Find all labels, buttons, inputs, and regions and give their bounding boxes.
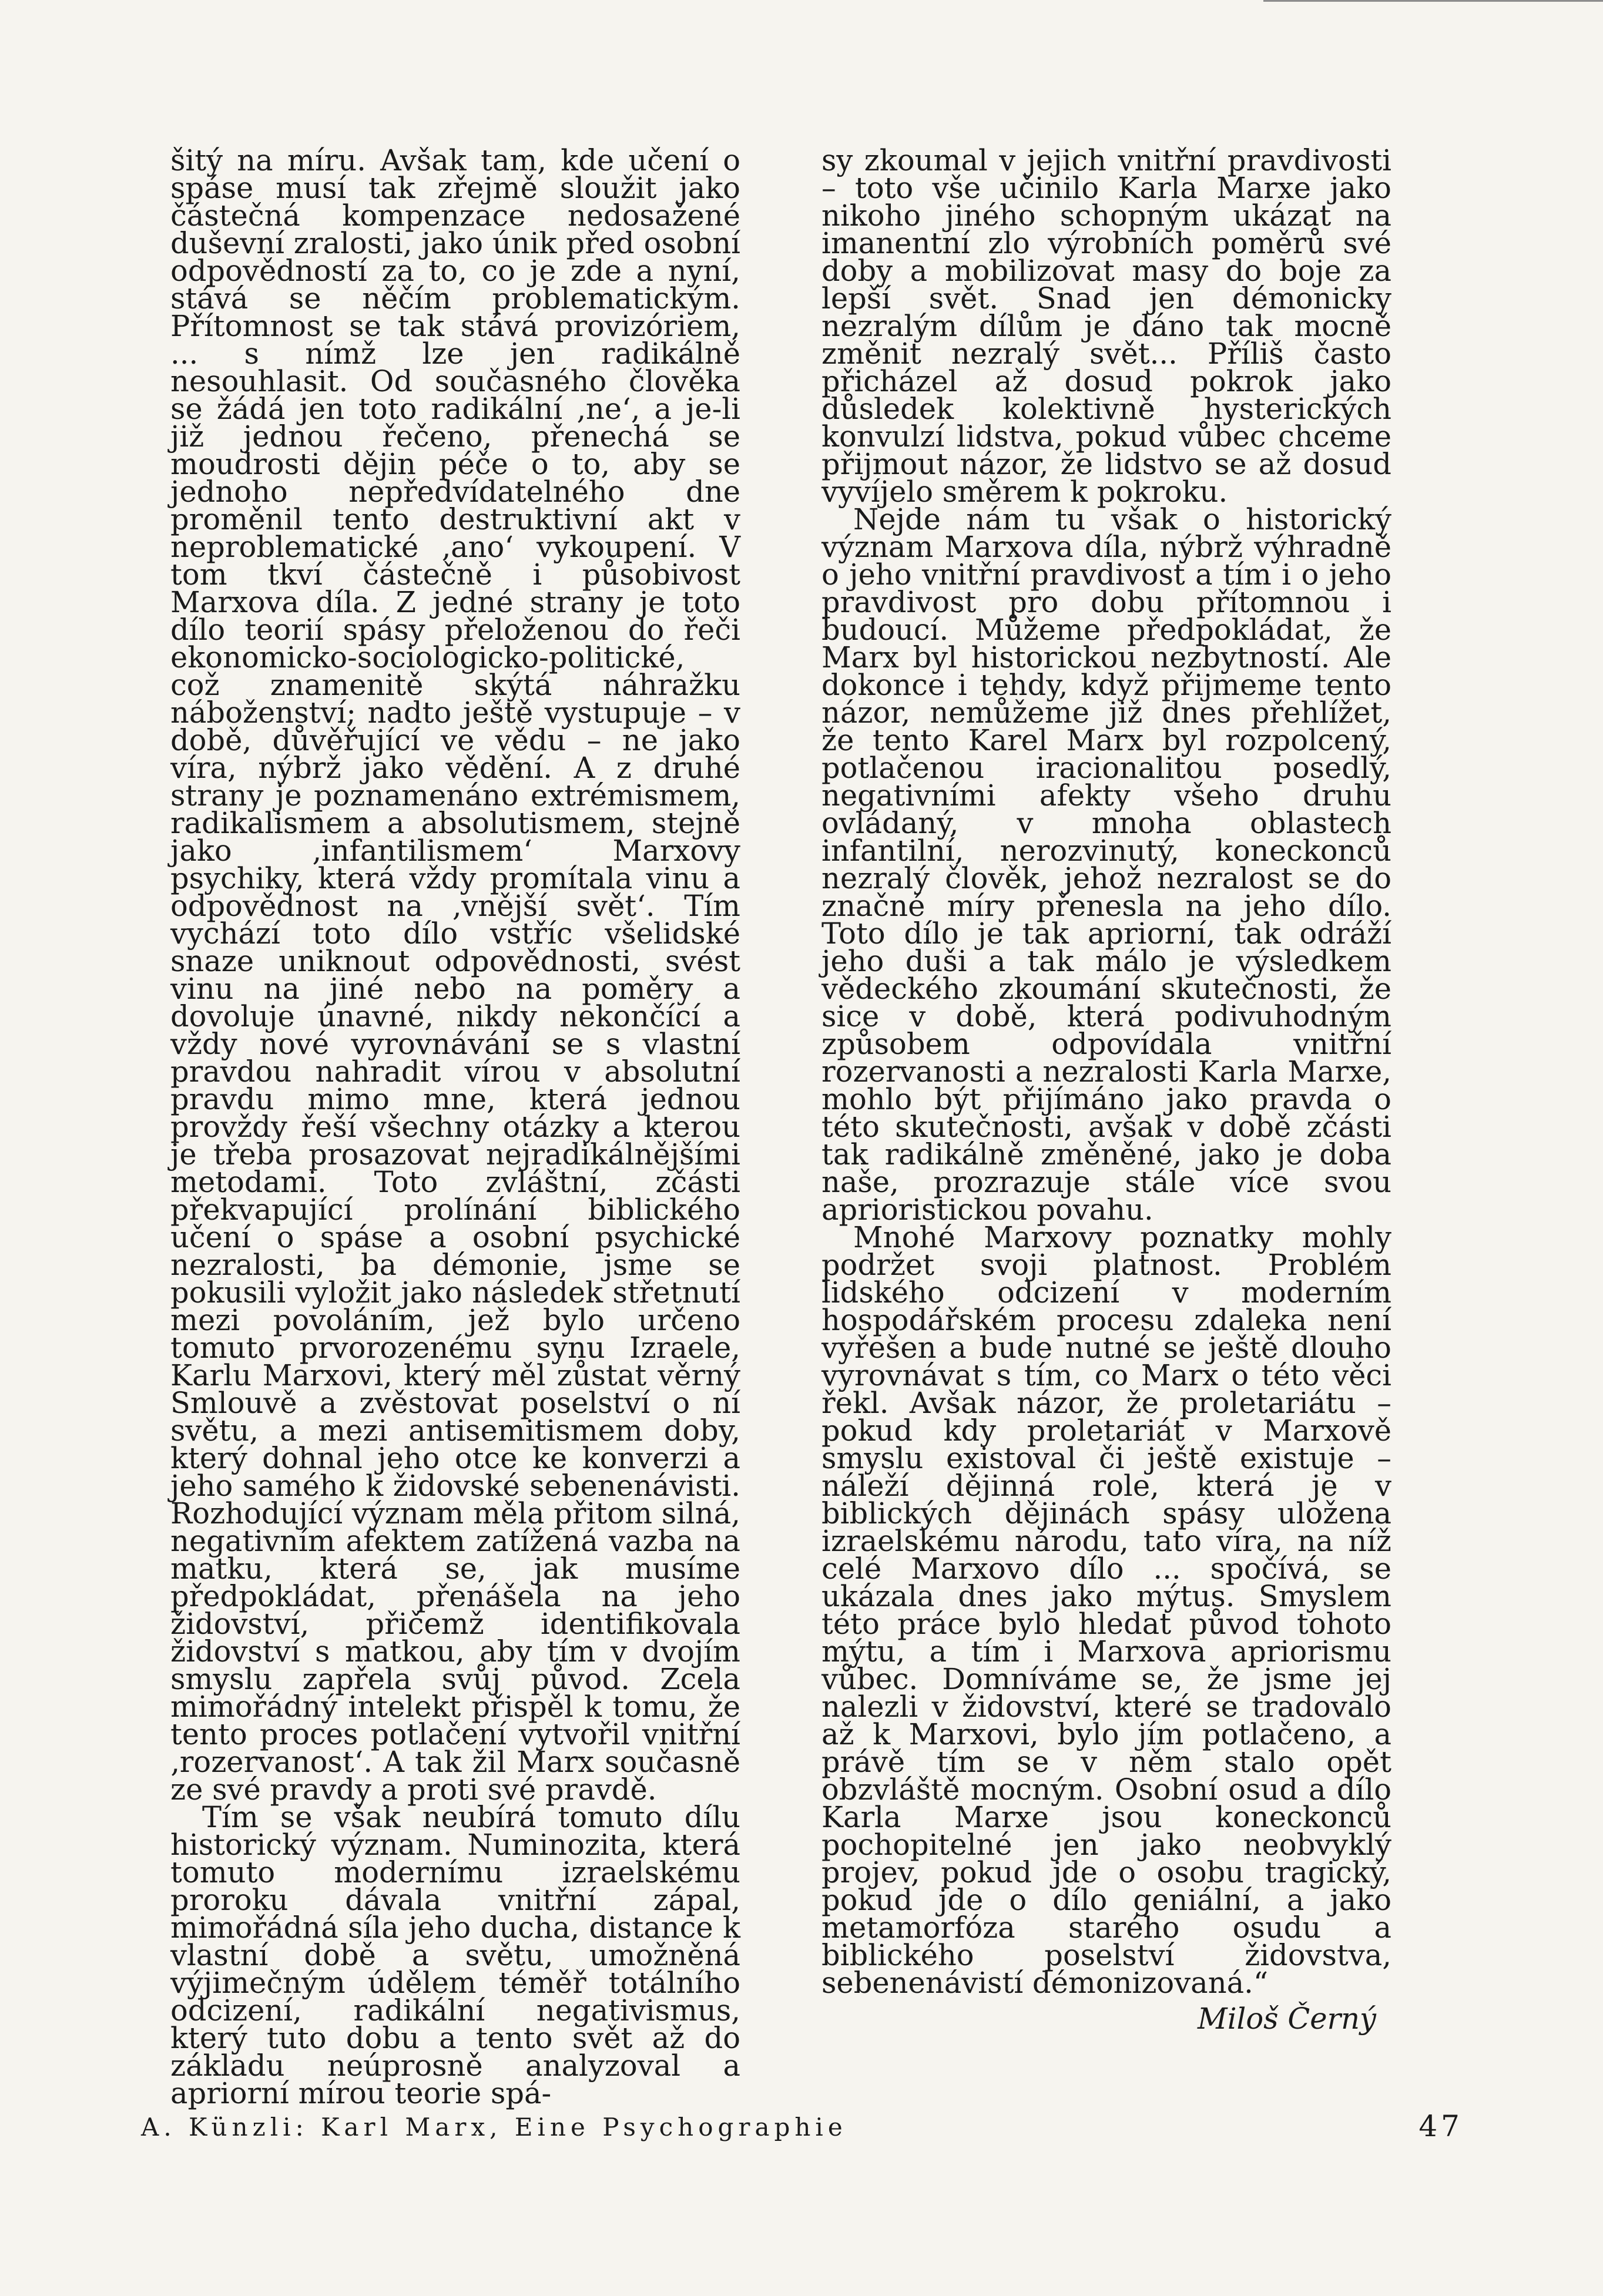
page-footer (141, 2109, 1463, 2154)
left-text-column (170, 143, 740, 2110)
right-paragraph-2: Nejde nám tu však o historický význam Marxova díla, nýbrž výhradně o jeho vnitřní pravdivost a tím i o jeho pravdivost pro dobu přítomnou i budoucí. Můžeme předpokládat, že Marx byl historickou nezbytností. Ale dokonce i tehdy, když přijmeme tento názor, nemůžeme již dnes přehlížet, že tento Karel Marx byl rozpolcený, potlačenou iracionalitou posedlý, negativními afekty všeho druhu ovládaný, v mnoha oblastech infantilní, nerozvinutý, koneckonců nezralý člověk, jehož nezralost se do značné míry přenesla na jeho dílo. Toto dílo je tak apriorní, tak odráží jeho duši a tak málo je výsledkem vědeckého zkoumání skutečnosti, že sice v době, která podivuhodným způsobem odpovídala vnitřní rozervanosti a nezralosti Karla Marxe, mohlo být přijímáno jako pravda o této skutečnosti, avšak v době zčásti tak radikálně změněné, jako je doba naše, prozrazuje stále více svou aprioristickou povahu. (821, 502, 1391, 1227)
left-paragraph-1: šitý na míru. Avšak tam, kde učení o spáse musí tak zřejmě sloužit jako částečná kompenzace nedosažené duševní zralosti, jako únik před osobní odpovědností za to, co je zde a nyní, stává se něčím problematickým. Přítomnost se tak stává provizóriem, ... s nímž lze jen radikálně nesouhlasit. Od současného člověka se žádá jen toto radikální ‚ne‘, a je-li již jednou řečeno, přenechá se moudrosti dějin péče o to, aby se jednoho nepředvídatelného dne proměnil tento destruktivní akt v neproblematické ‚ano‘ vykoupení. V tom tkví částečně i působivost Marxova díla. Z jedné strany je toto dílo teorií spásy přeloženou do řeči ekonomicko-sociologicko-politické, což znamenitě skýtá náhražku náboženství; nadto ještě vystupuje – v době, důvěřující ve vědu – ne jako víra, nýbrž jako vědění. A z druhé strany je poznamenáno extrémismem, radikalismem a absolutismem, stejně jako ‚infantilismem‘ Marxovy psychiky, která vždy promítala vinu a odpovědnost na ‚vnější svět‘. Tím vychází toto dílo vstříc všelidské snaze uniknout odpovědnosti, svést vinu na jiné nebo na poměry a dovoluje únavné, nikdy nekončící a vždy nové vyrovnávání se s vlastní pravdou nahradit vírou v absolutní pravdu mimo mne, která jednou provždy řeší všechny otázky a kterou je třeba prosazovat nejradikálnějšími metodami. Toto zvláštní, zčásti překvapující prolínání biblického učení o spáse a osobní psychické nezralosti, ba démonie, jsme se pokusili vyložit jako následek střetnutí mezi povoláním, jež bylo určeno tomuto prvorozenému synu Izraele, Karlu Marxovi, který měl zůstat věrný Smlouvě a zvěstovat poselství o ní světu, a mezi antisemitismem doby, který dohnal jeho otce ke konverzi a jeho samého k židovské sebenenávisti. Rozhodující význam měla přitom silná, negativním afektem zatížená vazba na matku, která se, jak musíme předpokládat, přenášela na jeho židovství, přičemž identifikovala židovství s matkou, aby tím v dvojím smyslu zapřela svůj původ. Zcela mimořádný intelekt přispěl k tomu, že tento proces potlačení vytvořil vnitřní ‚rozervanost‘. A tak žil Marx současně ze své pravdy a proti své pravdě. (170, 143, 740, 1807)
top-edge-rule (1263, 0, 1603, 2)
author-signature: Miloš Černý (1198, 2002, 1376, 2036)
left-paragraph-2: Tím se však neubírá tomuto dílu historický význam. Numinozita, která tomuto modernímu izraelskému proroku dávala vnitřní zápal, mimořádná síla jeho ducha, distance k vlastní době a světu, umožněná výjimečným údělem téměř totálního odcizení, radikální negativismus, který tuto dobu a tento svět až do základu neúprosně analyzoval a apriorní mírou teorie spá- (170, 1800, 740, 2110)
right-paragraph-1: sy zkoumal v jejich vnitřní pravdivosti – toto vše učinilo Karla Marxe jako nikoho jiného schopným ukázat na imanentní zlo výrobních poměrů své doby a mobilizovat masy do boje za lepší svět. Snad jen démonicky nezralým dílům je dáno tak mocně změnit nezralý svět... Příliš často přicházel až dosud pokrok jako důsledek kolektivně hysterických konvulzí lidstva, pokud vůbec chceme přijmout názor, že lidstvo se až dosud vyvíjelo směrem k pokroku. (821, 143, 1391, 509)
right-text-column (821, 143, 1391, 2036)
right-paragraph-3: Mnohé Marxovy poznatky mohly podržet svoji platnost. Problém lidského odcizení v moderním hospodářském procesu zdaleka není vyřešen a bude nutné se ještě dlouho vyrovnávat s tím, co Marx o této věci řekl. Avšak názor, že proletariátu – pokud kdy proletariát v Marxově smyslu existoval či ještě existuje – náleží dějinná role, která je v biblických dějinách spásy uložena izraelskému národu, tato víra, na níž celé Marxovo dílo ... spočívá, se ukázala dnes jako mýtus. Smyslem této práce bylo hledat původ tohoto mýtu, a tím i Marxova apriorismu vůbec. Domníváme se, že jsme jej nalezli v židovství, které se tradovalo až k Marxovi, bylo jím potlačeno, a právě tím se v něm stalo opět obzvláště mocným. Osobní osud a dílo Karla Marxe jsou koneckonců pochopitelné jen jako neobvyklý projev, pokud jde o osobu tragický, pokud jde o dílo geniální, a jako metamorfóza starého osudu a biblického poselství židovstva, sebenenávistí démonizovaná.“ (821, 1220, 1391, 2000)
footer-book-reference: A. Künzli: Karl Marx, Eine Psychographie (141, 2113, 847, 2141)
page-number: 47 (1418, 2109, 1463, 2143)
